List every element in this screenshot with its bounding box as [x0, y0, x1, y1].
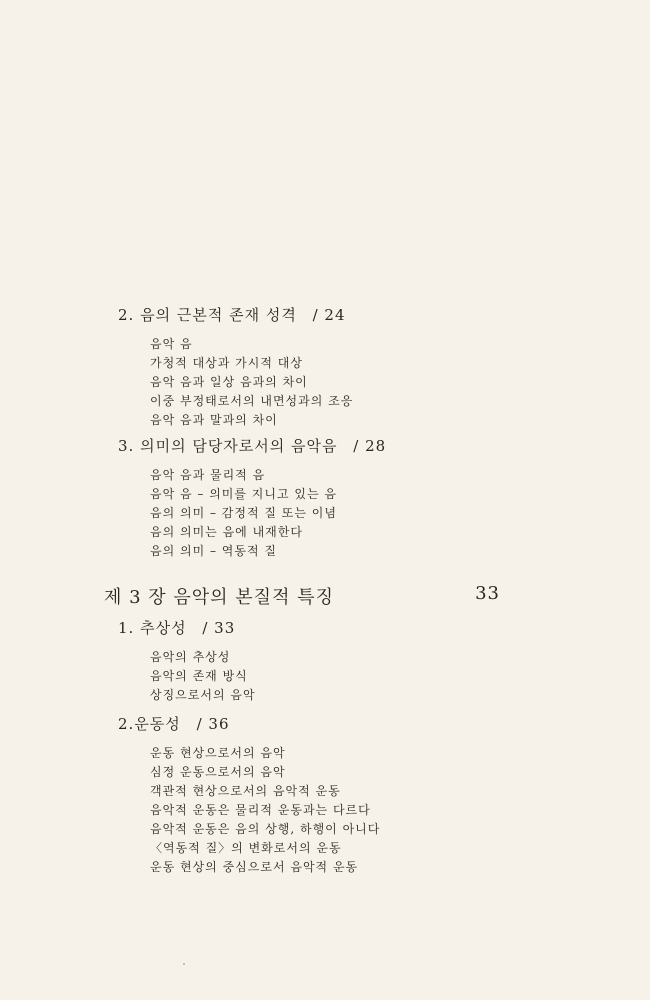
section-items [150, 648, 256, 705]
section-page-ref: / 24 [312, 306, 346, 324]
toc-item: 〈역동적 질〉의 변화로서의 운동 [150, 841, 342, 855]
section-heading [118, 713, 230, 734]
toc-item: 음악 음과 물리적 음 [150, 468, 266, 482]
section-page-ref: / 28 [353, 437, 387, 455]
section-page-ref: / 36 [196, 715, 230, 733]
chapter-page-number: 33 [475, 583, 500, 604]
toc-item: 이중 부정태로서의 내면성과의 조응 [150, 394, 354, 408]
toc-item: 음악의 추상성 [150, 650, 231, 664]
toc-item: 음의 의미 – 역동적 질 [150, 544, 277, 558]
toc-item: 심정 운동으로서의 음악 [150, 765, 286, 779]
section-title: 의미의 담당자로서의 음악음 [140, 437, 338, 455]
chapter-heading [104, 583, 500, 609]
section-heading [118, 304, 346, 325]
section-title: 운동성 [134, 715, 181, 733]
section-items [150, 335, 353, 430]
section-number: 3. [118, 437, 135, 455]
toc-item: 음악의 존재 방식 [150, 669, 248, 683]
toc-item: 음악적 운동은 물리적 운동과는 다르다 [150, 803, 371, 817]
section-page-ref: / 33 [202, 619, 236, 637]
chapter-title: 음악의 본질적 특징 [173, 587, 334, 608]
toc-item: 음의 의미는 음에 내재한다 [150, 525, 303, 539]
toc-item: 음악 음 – 의미를 지니고 있는 음 [150, 487, 337, 501]
toc-item: 음의 의미 – 감정적 질 또는 이념 [150, 506, 337, 520]
chapter-label: 제 3 장 [104, 587, 167, 608]
section-heading [118, 435, 386, 456]
section-number: 2. [118, 306, 135, 324]
toc-item: 가청적 대상과 가시적 대상 [150, 356, 303, 370]
section-title: 음의 근본적 존재 성격 [140, 306, 297, 324]
section-number: 1. [118, 619, 135, 637]
toc-item: 음악 음과 일상 음과의 차이 [150, 375, 308, 389]
paper-speck [183, 963, 185, 965]
toc-item: 음악 음과 말과의 차이 [150, 413, 278, 427]
toc-item: 음악 음 [150, 337, 193, 351]
section-title: 추상성 [140, 619, 187, 637]
toc-item: 음악적 운동은 음의 상행, 하행이 아니다 [150, 822, 381, 836]
toc-item: 상징으로서의 음악 [150, 688, 256, 702]
toc-item: 운동 현상으로서의 음악 [150, 746, 286, 760]
toc-item: 운동 현상의 중심으로서 음악적 운동 [150, 860, 359, 874]
section-items [150, 744, 380, 877]
section-heading [118, 617, 235, 638]
section-number: 2. [118, 715, 135, 733]
toc-item: 객관적 현상으로서의 음악적 운동 [150, 784, 341, 798]
section-items [150, 466, 337, 561]
